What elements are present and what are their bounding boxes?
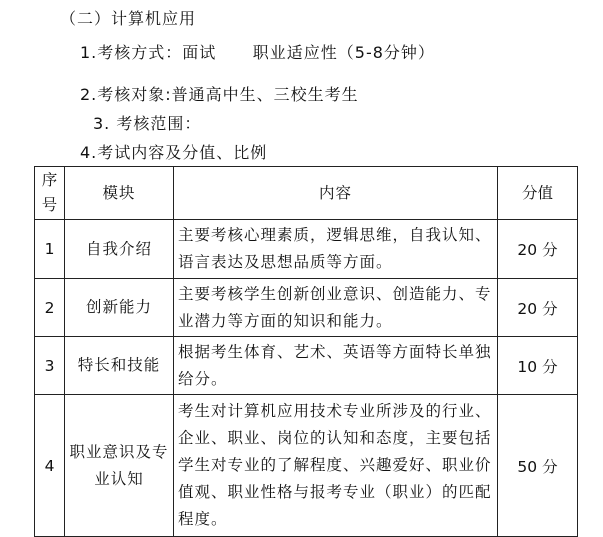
row-module: 自我介绍 <box>65 220 174 279</box>
table-row <box>35 337 578 395</box>
row-index: 1 <box>35 220 65 279</box>
header-module: 模块 <box>65 167 174 220</box>
row-score: 20 分 <box>498 220 578 279</box>
row-score: 50 分 <box>498 395 578 537</box>
row-index: 2 <box>35 279 65 337</box>
row-content: 主要考核心理素质，逻辑思维，自我认知、语言表达及思想品质等方面。 <box>174 220 498 279</box>
row-module: 职业意识及专业认知 <box>65 395 174 537</box>
header-content: 内容 <box>174 167 498 220</box>
assessment-method: 1.考核方式：面试 职业适应性（5-8分钟） <box>80 43 435 62</box>
row-module: 特长和技能 <box>65 337 174 395</box>
row-index: 3 <box>35 337 65 395</box>
exam-content-heading: 4.考试内容及分值、比例 <box>80 143 268 162</box>
table-row <box>35 279 578 337</box>
header-score: 分值 <box>498 167 578 220</box>
row-content: 考生对计算机应用技术专业所涉及的行业、企业、职业、岗位的认知和态度，主要包括学生对专业的了解程度、兴趣爱好、职业价值观、职业性格与报考专业（职业）的匹配程度。 <box>174 395 498 537</box>
row-index: 4 <box>35 395 65 537</box>
table-header-row <box>35 167 578 220</box>
table-row <box>35 395 578 537</box>
score-table <box>34 166 578 537</box>
table-row <box>35 220 578 279</box>
assessment-target: 2.考核对象:普通高中生、三校生考生 <box>80 85 359 104</box>
row-score: 10 分 <box>498 337 578 395</box>
header-index: 序号 <box>35 167 65 220</box>
section-title: （二）计算机应用 <box>60 9 197 28</box>
row-module: 创新能力 <box>65 279 174 337</box>
row-content: 根据考生体育、艺术、英语等方面特长单独给分。 <box>174 337 498 395</box>
assessment-scope: 3. 考核范围： <box>93 114 202 133</box>
row-content: 主要考核学生创新创业意识、创造能力、专业潜力等方面的知识和能力。 <box>174 279 498 337</box>
row-score: 20 分 <box>498 279 578 337</box>
